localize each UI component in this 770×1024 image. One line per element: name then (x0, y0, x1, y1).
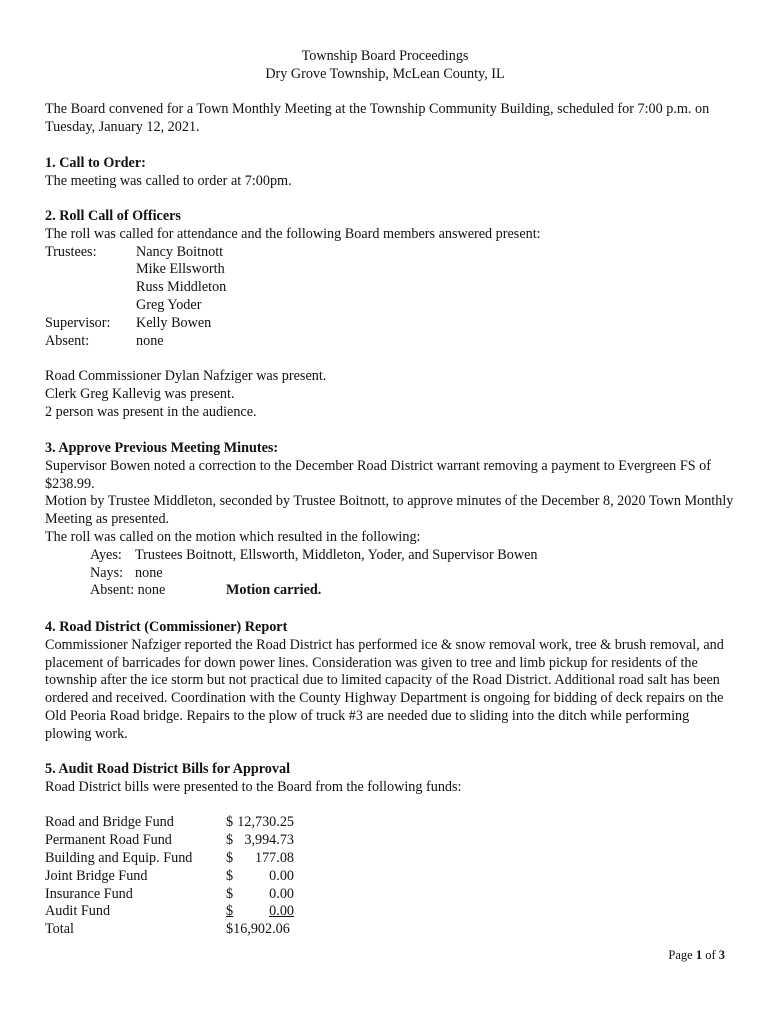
fund-currency: $ (226, 867, 234, 884)
fund-currency: $ (226, 885, 234, 902)
section-4-title: 4. Road District (Commissioner) Report (45, 619, 288, 635)
section-previous-minutes (45, 440, 735, 600)
section-road-district-report (45, 619, 735, 744)
ayes-row (45, 547, 735, 565)
supervisor-name: Kelly Bowen (136, 314, 212, 331)
supervisor-label: Supervisor: (45, 314, 111, 331)
section-5-text: Road District bills were presented to the Board from the following funds: (45, 778, 462, 795)
fund-amount: 0.00 (269, 885, 294, 902)
trustee-name: Russ Middleton (136, 279, 227, 296)
section-1-text: The meeting was called to order at 7:00pm. (45, 172, 292, 189)
attendance-note: Clerk Greg Kallevig was present. (45, 385, 235, 402)
fund-currency: $ (226, 832, 234, 849)
fund-currency: $ (226, 814, 234, 831)
page-number: 1 (695, 948, 703, 962)
page-total: 3 (718, 948, 725, 962)
trustee-name: Nancy Boitnott (136, 243, 224, 260)
fund-amount: 12,730.25 (237, 814, 294, 831)
ayes-label: Ayes: (90, 546, 122, 563)
fund-row (45, 832, 294, 850)
fund-name: Building and Equip. Fund (45, 849, 193, 866)
header-title: Township Board Proceedings (301, 48, 469, 64)
section-3-title: 3. Approve Previous Meeting Minutes: (45, 440, 279, 456)
fund-amount: 0.00 (269, 903, 294, 920)
nays-label: Nays: (90, 564, 124, 581)
fund-row (45, 814, 294, 832)
ayes-value: Trustees Boitnott, Ellsworth, Middleton, Yoder, and Supervisor Bowen (135, 546, 538, 563)
trustees-label: Trustees: (45, 243, 97, 260)
fund-row (45, 868, 294, 886)
fund-amount: 0.00 (269, 867, 294, 884)
intro-text: The Board convened for a Town Monthly Meeting at the Township Community Building, scheduled for 7:00 p.m. on Tuesday, January 12, 2021. (45, 101, 710, 135)
motion-absent: Absent: none (90, 582, 166, 599)
section-3-rollcall: The roll was called on the motion which resulted in the following: (45, 528, 421, 545)
fund-row (45, 850, 294, 868)
section-3-motion: Motion by Trustee Middleton, seconded by Trustee Boitnott, to approve minutes of the December 8, 2020 Town Monthly Meeting as presented. (45, 493, 734, 528)
attendance-note: 2 person was present in the audience. (45, 403, 257, 420)
section-5-title: 5. Audit Road District Bills for Approval (45, 761, 291, 777)
fund-row (45, 886, 294, 904)
total-label: Total (45, 921, 74, 938)
document-header (0, 48, 770, 84)
fund-name: Insurance Fund (45, 885, 133, 902)
fund-currency: $ (226, 903, 234, 920)
fund-row (45, 903, 294, 921)
absent-label: Absent: (45, 332, 90, 349)
absent-row (45, 333, 735, 351)
section-2-text: The roll was called for attendance and the following Board members answered present: (45, 225, 541, 242)
total-row (45, 921, 294, 939)
fund-name: Joint Bridge Fund (45, 867, 148, 884)
nays-value: none (135, 564, 163, 581)
funds-table (45, 814, 294, 939)
fund-currency: $ (226, 849, 234, 866)
fund-name: Road and Bridge Fund (45, 814, 174, 831)
absent-value: none (136, 332, 164, 349)
page-word: Page (668, 948, 693, 962)
section-3-correction: Supervisor Bowen noted a correction to the December Road District warrant removing a payment to Evergreen FS of $238.99. (45, 457, 711, 492)
fund-name: Permanent Road Fund (45, 832, 172, 849)
total-amount: $16,902.06 (226, 921, 290, 938)
fund-amount: 177.08 (254, 849, 294, 866)
section-4-text: Commissioner Nafziger reported the Road District has performed ice & snow removal work, tree & brush removal, and placement of barricades for down power lines. Consideration was given to tree and limb pickup for residents of the township after the ice storm but not practical due to limited capacity of the Road District. Additional road salt has been ordered and received. Coordination with the County Highway Department is ongoing for bidding of deck repairs on the Old Peoria Road bridge. Repairs to the plow of truck #3 are needed due to sliding into the ditch while performing plowing work. (45, 636, 724, 742)
trustees-row (45, 244, 735, 315)
attendance-note: Road Commissioner Dylan Nafziger was present. (45, 368, 327, 385)
trustees-list (136, 244, 226, 315)
page-footer (668, 947, 725, 965)
nays-row (45, 565, 735, 583)
section-2-title: 2. Roll Call of Officers (45, 208, 181, 224)
motion-result: Motion carried. (226, 582, 322, 599)
of-word: of (705, 948, 716, 962)
trustee-name: Mike Ellsworth (136, 261, 225, 278)
section-1-title: 1. Call to Order: (45, 155, 146, 171)
fund-name: Audit Fund (45, 903, 111, 920)
supervisor-row (45, 315, 735, 333)
section-audit-bills (45, 761, 735, 939)
fund-amount: 3,994.73 (244, 832, 294, 849)
header-subtitle: Dry Grove Township, McLean County, IL (265, 65, 505, 82)
section-call-to-order (45, 155, 735, 191)
intro-paragraph (45, 101, 735, 137)
motion-absent-row (45, 582, 735, 600)
section-roll-call (45, 208, 735, 422)
trustee-name: Greg Yoder (136, 296, 202, 313)
